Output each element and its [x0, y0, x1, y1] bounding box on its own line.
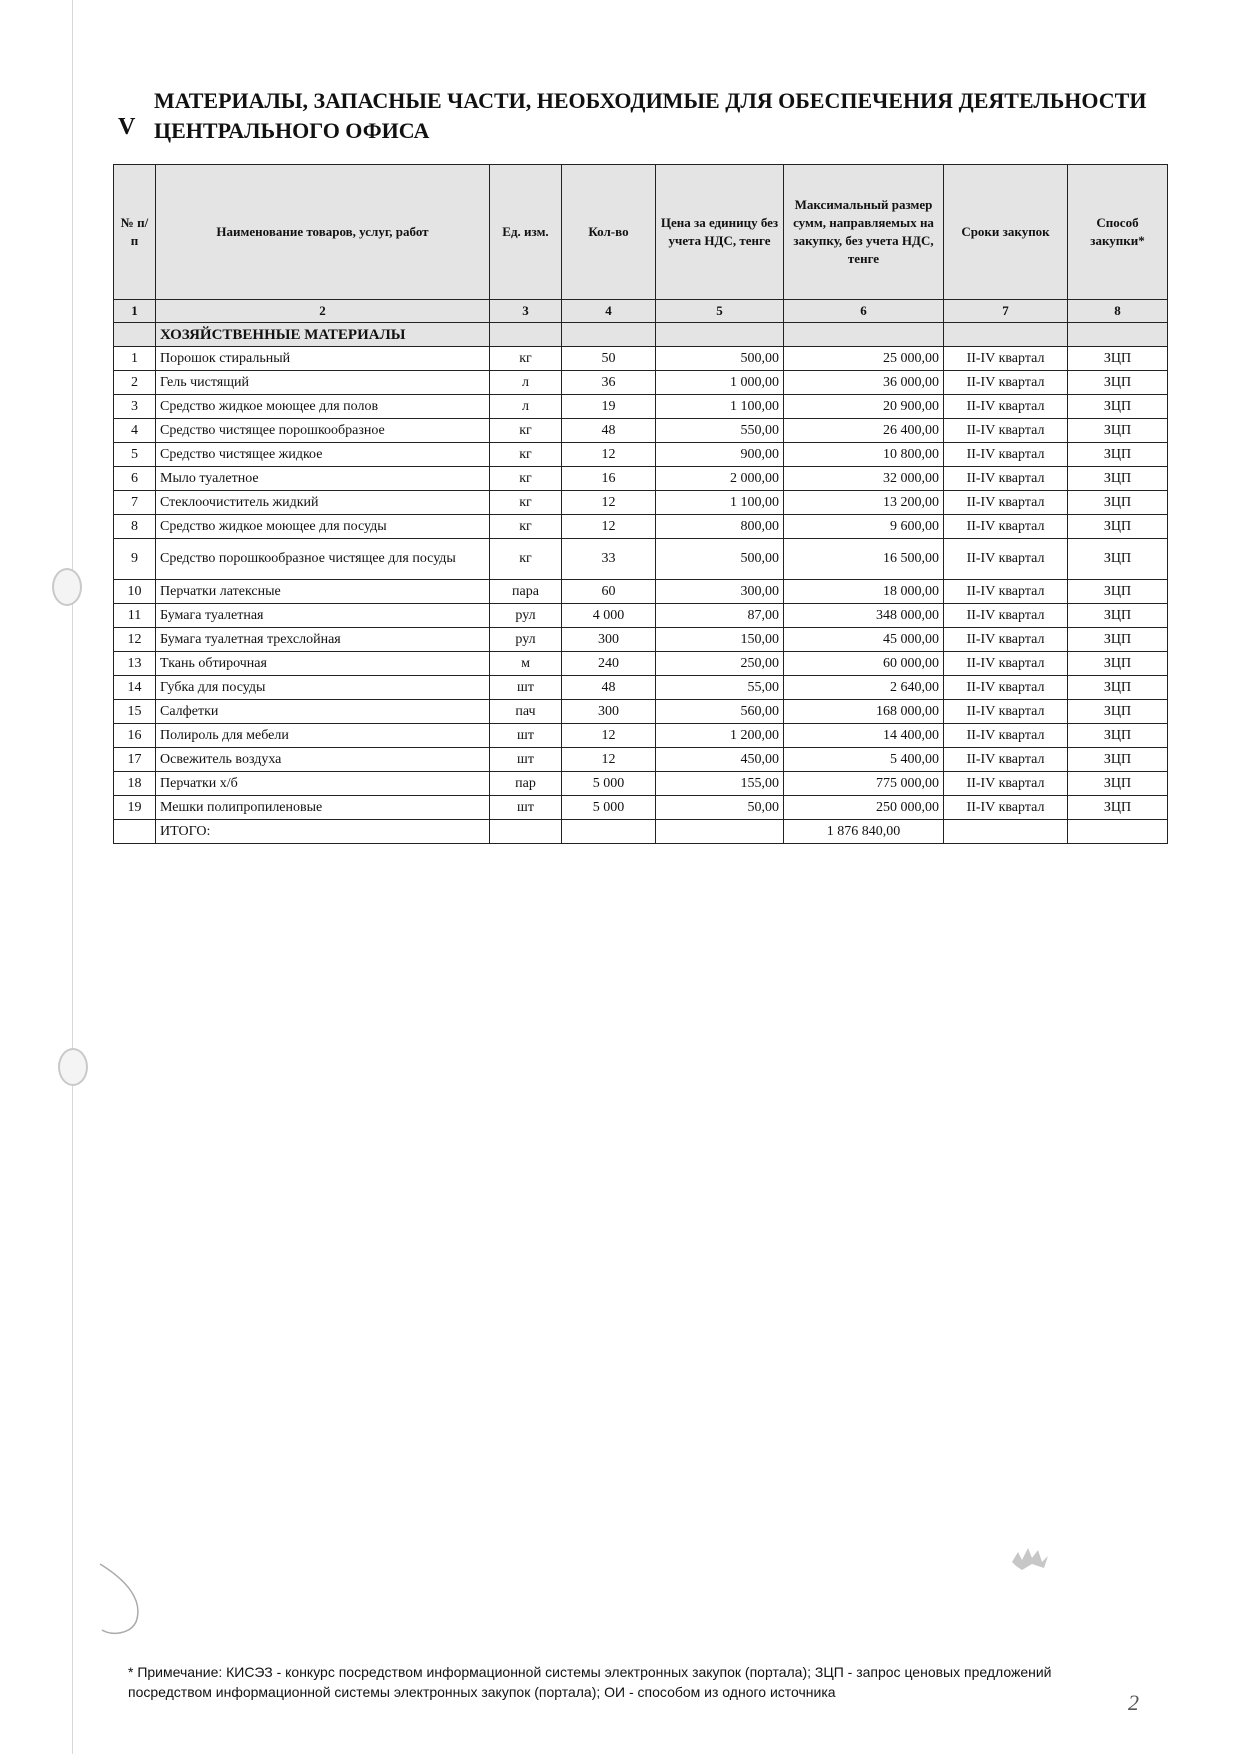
cell-term: II-IV квартал [944, 467, 1068, 491]
table-row [114, 700, 1168, 724]
cell-method: ЗЦП [1068, 772, 1168, 796]
cell-method: ЗЦП [1068, 467, 1168, 491]
cell-unit: л [490, 371, 562, 395]
cell-num: 6 [114, 467, 156, 491]
cell-price: 1 200,00 [656, 724, 784, 748]
cell-name: Средство чистящее порошкообразное [156, 419, 490, 443]
cell-name: Мыло туалетное [156, 467, 490, 491]
total-row [114, 820, 1168, 844]
cell-qty: 48 [562, 676, 656, 700]
cell-num: 9 [114, 539, 156, 580]
cell-qty: 12 [562, 515, 656, 539]
cell-term: II-IV квартал [944, 772, 1068, 796]
cell-term: II-IV квартал [944, 796, 1068, 820]
procurement-table [113, 164, 1168, 844]
cell-qty: 19 [562, 395, 656, 419]
column-header: Максимальный размер сумм, направляемых на закупку, без учета НДС, тенге [784, 165, 944, 300]
cell-qty: 48 [562, 419, 656, 443]
cell-price: 300,00 [656, 580, 784, 604]
cell-name: Средство чистящее жидкое [156, 443, 490, 467]
column-number: 7 [944, 300, 1068, 323]
cell-term: II-IV квартал [944, 580, 1068, 604]
cell-num: 7 [114, 491, 156, 515]
cell-unit: рул [490, 604, 562, 628]
cell-unit: пар [490, 772, 562, 796]
cell-unit: шт [490, 724, 562, 748]
cell-term: II-IV квартал [944, 700, 1068, 724]
cell-qty: 4 000 [562, 604, 656, 628]
cell-num: 14 [114, 676, 156, 700]
cell-price: 560,00 [656, 700, 784, 724]
cell-total: 45 000,00 [784, 628, 944, 652]
cell-unit: шт [490, 676, 562, 700]
cell-total: 775 000,00 [784, 772, 944, 796]
cell-num: 19 [114, 796, 156, 820]
column-number-row [114, 300, 1168, 323]
cell-qty: 5 000 [562, 772, 656, 796]
column-header: № п/п [114, 165, 156, 300]
cell-unit: кг [490, 347, 562, 371]
cell-term: II-IV квартал [944, 491, 1068, 515]
column-number: 8 [1068, 300, 1168, 323]
column-header: Наименование товаров, услуг, работ [156, 165, 490, 300]
cell-total: 14 400,00 [784, 724, 944, 748]
cell-qty: 36 [562, 371, 656, 395]
cell-total: 9 600,00 [784, 515, 944, 539]
cell-method: ЗЦП [1068, 676, 1168, 700]
cell-price: 500,00 [656, 347, 784, 371]
cell-total: 5 400,00 [784, 748, 944, 772]
cell-total: 2 640,00 [784, 676, 944, 700]
cell-qty: 300 [562, 700, 656, 724]
cell-name: Освежитель воздуха [156, 748, 490, 772]
cell-method: ЗЦП [1068, 604, 1168, 628]
category-label: ХОЗЯЙСТВЕННЫЕ МАТЕРИАЛЫ [156, 323, 490, 347]
cell-qty: 12 [562, 748, 656, 772]
cell-total: 26 400,00 [784, 419, 944, 443]
table-row [114, 443, 1168, 467]
cell-qty: 300 [562, 628, 656, 652]
cell-unit: кг [490, 443, 562, 467]
cell-term: II-IV квартал [944, 539, 1068, 580]
cell-method: ЗЦП [1068, 724, 1168, 748]
cell-term: II-IV квартал [944, 724, 1068, 748]
cell-name: Стеклоочиститель жидкий [156, 491, 490, 515]
cell-price: 500,00 [656, 539, 784, 580]
cell-num: 12 [114, 628, 156, 652]
column-number: 2 [156, 300, 490, 323]
cell-unit: рул [490, 628, 562, 652]
cell-total: 60 000,00 [784, 652, 944, 676]
cell-term: II-IV квартал [944, 628, 1068, 652]
table-row [114, 371, 1168, 395]
cell-term: II-IV квартал [944, 604, 1068, 628]
cell-method: ЗЦП [1068, 443, 1168, 467]
column-header: Ед. изм. [490, 165, 562, 300]
cell-unit: кг [490, 491, 562, 515]
cell-total: 348 000,00 [784, 604, 944, 628]
cell-price: 800,00 [656, 515, 784, 539]
cell-name: Средство порошкообразное чистящее для посуды [156, 539, 490, 580]
cell-unit: шт [490, 748, 562, 772]
cell-unit: кг [490, 539, 562, 580]
cell-qty: 12 [562, 443, 656, 467]
cell-num: 18 [114, 772, 156, 796]
cell-term: II-IV квартал [944, 395, 1068, 419]
cell-price: 2 000,00 [656, 467, 784, 491]
table-row [114, 796, 1168, 820]
cell-price: 55,00 [656, 676, 784, 700]
cell-unit: кг [490, 467, 562, 491]
cell-total: 13 200,00 [784, 491, 944, 515]
cell-total: 10 800,00 [784, 443, 944, 467]
cell-price: 1 100,00 [656, 395, 784, 419]
cell-price: 87,00 [656, 604, 784, 628]
cell-price: 450,00 [656, 748, 784, 772]
cell-price: 1 100,00 [656, 491, 784, 515]
cell-num: 1 [114, 347, 156, 371]
cell-method: ЗЦП [1068, 628, 1168, 652]
cell-name: Средство жидкое моющее для полов [156, 395, 490, 419]
cell-name: Бумага туалетная [156, 604, 490, 628]
cell-num: 16 [114, 724, 156, 748]
cell-name: Средство жидкое моющее для посуды [156, 515, 490, 539]
cell-num: 2 [114, 371, 156, 395]
cell-num: 17 [114, 748, 156, 772]
cell-method: ЗЦП [1068, 539, 1168, 580]
cell-price: 150,00 [656, 628, 784, 652]
table-row [114, 419, 1168, 443]
cell-num: 11 [114, 604, 156, 628]
cell-unit: кг [490, 515, 562, 539]
table-row [114, 467, 1168, 491]
cell-qty: 12 [562, 491, 656, 515]
column-number: 4 [562, 300, 656, 323]
cell-qty: 16 [562, 467, 656, 491]
cell-method: ЗЦП [1068, 580, 1168, 604]
cell-total: 20 900,00 [784, 395, 944, 419]
column-header: Способ закупки* [1068, 165, 1168, 300]
cell-name: Ткань обтирочная [156, 652, 490, 676]
cell-unit: шт [490, 796, 562, 820]
cell-total: 32 000,00 [784, 467, 944, 491]
cell-name: Порошок стиральный [156, 347, 490, 371]
column-number: 6 [784, 300, 944, 323]
punch-hole [52, 568, 82, 606]
cell-term: II-IV квартал [944, 748, 1068, 772]
column-number: 1 [114, 300, 156, 323]
cell-price: 250,00 [656, 652, 784, 676]
cell-method: ЗЦП [1068, 491, 1168, 515]
cell-method: ЗЦП [1068, 515, 1168, 539]
cell-unit: пара [490, 580, 562, 604]
cell-unit: пач [490, 700, 562, 724]
cell-term: II-IV квартал [944, 515, 1068, 539]
table-row [114, 515, 1168, 539]
cell-num: 10 [114, 580, 156, 604]
cell-unit: л [490, 395, 562, 419]
page-number: 2 [1128, 1690, 1139, 1715]
table-row [114, 539, 1168, 580]
cell-method: ЗЦП [1068, 419, 1168, 443]
cell-total: 168 000,00 [784, 700, 944, 724]
cell-term: II-IV квартал [944, 347, 1068, 371]
pencil-bracket-icon [96, 1560, 156, 1640]
cell-total: 18 000,00 [784, 580, 944, 604]
cell-num: 4 [114, 419, 156, 443]
cell-term: II-IV квартал [944, 371, 1068, 395]
cell-num: 8 [114, 515, 156, 539]
cell-qty: 12 [562, 724, 656, 748]
margin-line [72, 0, 73, 1754]
cell-total: 250 000,00 [784, 796, 944, 820]
cell-name: Бумага туалетная трехслойная [156, 628, 490, 652]
cell-method: ЗЦП [1068, 371, 1168, 395]
cell-num: 3 [114, 395, 156, 419]
table-row [114, 652, 1168, 676]
cell-name: Мешки полипропиленовые [156, 796, 490, 820]
cell-method: ЗЦП [1068, 796, 1168, 820]
cell-price: 1 000,00 [656, 371, 784, 395]
table-row [114, 395, 1168, 419]
cell-method: ЗЦП [1068, 395, 1168, 419]
cell-num: 13 [114, 652, 156, 676]
cell-name: Гель чистящий [156, 371, 490, 395]
table-row [114, 491, 1168, 515]
cell-term: II-IV квартал [944, 419, 1068, 443]
cell-qty: 240 [562, 652, 656, 676]
column-header: Сроки закупок [944, 165, 1068, 300]
cell-price: 155,00 [656, 772, 784, 796]
table-row [114, 628, 1168, 652]
table-row [114, 604, 1168, 628]
category-row [114, 323, 1168, 347]
column-number: 3 [490, 300, 562, 323]
column-header: Кол-во [562, 165, 656, 300]
cell-name: Перчатки латексные [156, 580, 490, 604]
cell-total: 25 000,00 [784, 347, 944, 371]
cell-qty: 5 000 [562, 796, 656, 820]
cell-price: 900,00 [656, 443, 784, 467]
cell-method: ЗЦП [1068, 700, 1168, 724]
cell-name: Перчатки х/б [156, 772, 490, 796]
cell-total: 36 000,00 [784, 371, 944, 395]
table-row [114, 724, 1168, 748]
table-row [114, 772, 1168, 796]
cell-method: ЗЦП [1068, 748, 1168, 772]
cell-qty: 60 [562, 580, 656, 604]
total-value: 1 876 840,00 [784, 820, 944, 844]
cell-unit: м [490, 652, 562, 676]
cell-num: 5 [114, 443, 156, 467]
column-header: Цена за единицу без учета НДС, тенге [656, 165, 784, 300]
table-row [114, 347, 1168, 371]
cell-term: II-IV квартал [944, 676, 1068, 700]
page-title: МАТЕРИАЛЫ, ЗАПАСНЫЕ ЧАСТИ, НЕОБХОДИМЫЕ ДЛЯ ОБЕСПЕЧЕНИЯ ДЕЯТЕЛЬНОСТИ ЦЕНТРАЛЬНОГО ОФИСА [154, 88, 1147, 143]
cell-total: 16 500,00 [784, 539, 944, 580]
punch-hole [58, 1048, 88, 1086]
table-row [114, 580, 1168, 604]
column-number: 5 [656, 300, 784, 323]
cell-name: Губка для посуды [156, 676, 490, 700]
table-row [114, 676, 1168, 700]
cell-method: ЗЦП [1068, 652, 1168, 676]
table-row [114, 748, 1168, 772]
cell-price: 50,00 [656, 796, 784, 820]
cell-name: Полироль для мебели [156, 724, 490, 748]
footnote: * Примечание: КИСЭЗ - конкурс посредством информационной системы электронных закупок (портала); ЗЦП - запрос ценовых предложений посредством информационной системы электронных закупок (портала); ОИ - способом из одного источника [128, 1664, 1052, 1700]
cell-qty: 33 [562, 539, 656, 580]
table-header-row [114, 165, 1168, 300]
cell-name: Салфетки [156, 700, 490, 724]
cell-method: ЗЦП [1068, 347, 1168, 371]
cell-unit: кг [490, 419, 562, 443]
total-label: ИТОГО: [156, 820, 490, 844]
cell-term: II-IV квартал [944, 443, 1068, 467]
cell-num: 15 [114, 700, 156, 724]
stamp-smudge-icon [1008, 1544, 1052, 1572]
section-number: V [118, 114, 136, 140]
cell-qty: 50 [562, 347, 656, 371]
cell-price: 550,00 [656, 419, 784, 443]
cell-term: II-IV квартал [944, 652, 1068, 676]
